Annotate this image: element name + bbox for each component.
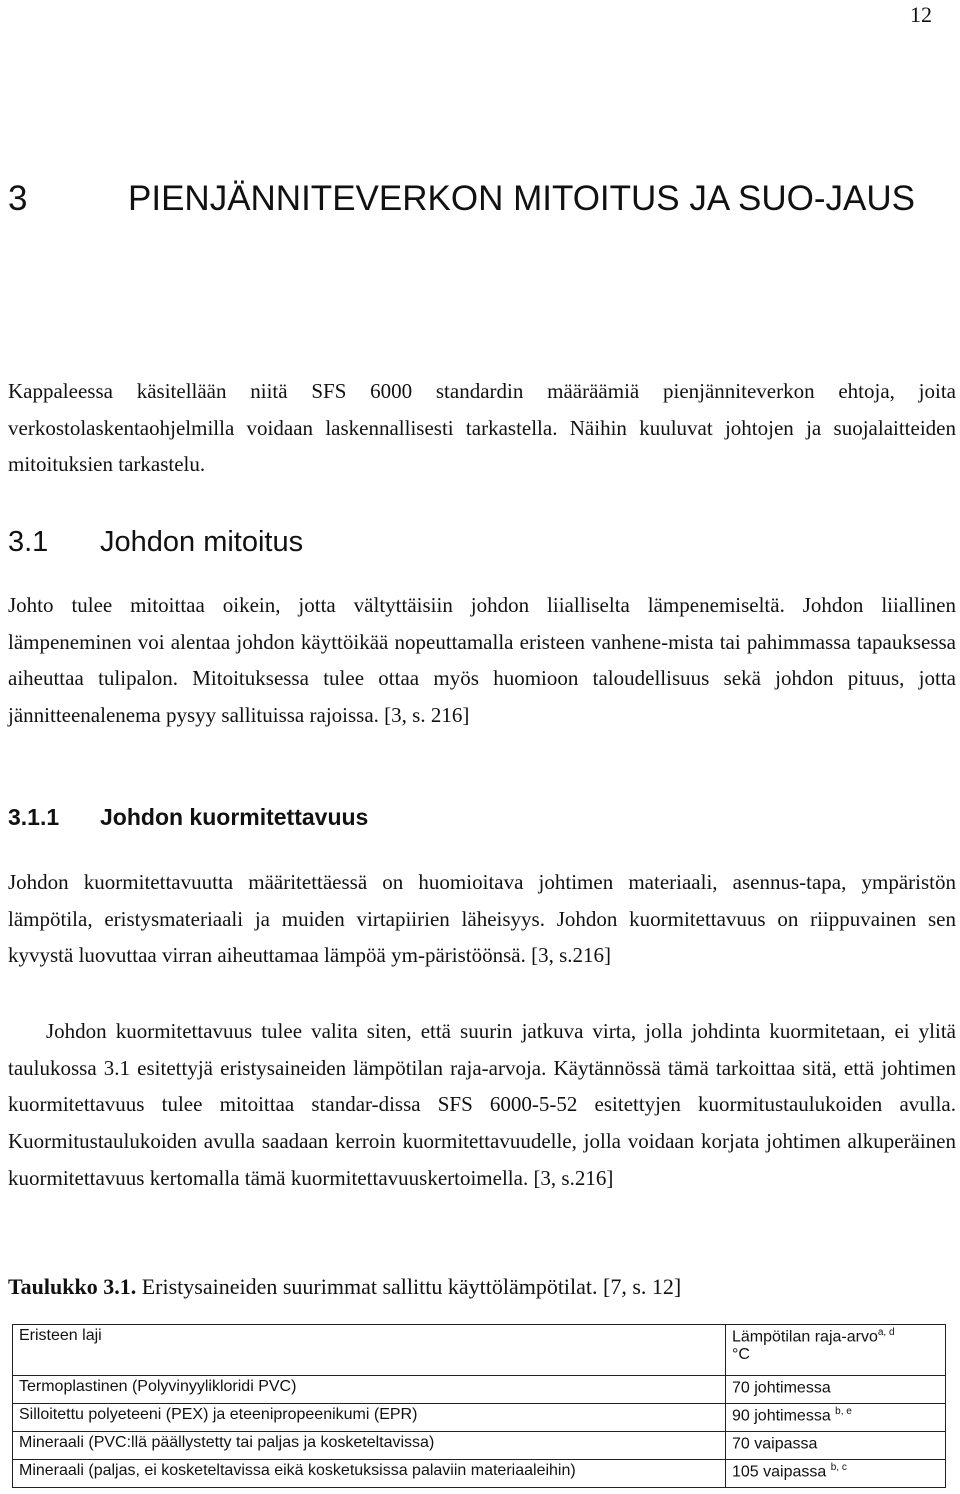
cell-limit xyxy=(726,1432,946,1460)
table-caption xyxy=(8,1274,681,1300)
chapter-heading xyxy=(8,170,938,228)
header-limit-footnote: a, d xyxy=(877,1327,895,1338)
table-caption-text: Eristysaineiden suurimmat sallittu käyttölämpötilat. [7, s. 12] xyxy=(141,1274,682,1299)
cell-limit xyxy=(726,1404,946,1432)
cell-material: Termoplastinen (Polyvinyylikloridi PVC) xyxy=(13,1376,726,1404)
table-row xyxy=(13,1376,946,1404)
section-heading xyxy=(8,526,303,559)
table-row xyxy=(13,1404,946,1432)
table-row xyxy=(13,1460,946,1488)
page-number: 12 xyxy=(910,2,932,27)
insulation-temperature-table xyxy=(12,1324,946,1488)
header-material-label: Eristeen laji xyxy=(19,1327,102,1344)
cell-limit-value: 70 johtimessa xyxy=(732,1379,831,1397)
cell-limit-value: 90 johtimessa xyxy=(732,1407,831,1425)
subsection-paragraph-1: Johdon kuormitettavuutta määritettäessä on huomioitava johtimen materiaali, asennus-tapa, ympäristön lämpötila, eristysmateriaali ja muiden virtapiirien läheisyys. Johdon kuormitettavuus on riippuvainen sen kyvystä luovuttaa virran aiheuttamaa lämpöä ym-päristöönsä. [3, s.216] xyxy=(8,870,956,968)
cell-limit-value: 105 vaipassa xyxy=(732,1463,827,1481)
cell-limit xyxy=(726,1460,946,1488)
subsection-number: 3.1.1 xyxy=(8,804,60,830)
cell-limit-value: 70 vaipassa xyxy=(732,1435,818,1453)
intro-paragraph: Kappaleessa käsitellään niitä SFS 6000 standardin määräämiä pienjänniteverkon ehtoja, joita verkostolaskentaohjelmilla voidaan laskennallisesti tarkastella. Näihin kuuluvat johtojen ja suojalaitteiden mitoituksien tarkastelu. xyxy=(8,379,956,477)
section-title: Johdon mitoitus xyxy=(100,526,304,558)
cell-limit xyxy=(726,1376,946,1404)
chapter-number: 3 xyxy=(8,179,28,218)
subsection-paragraph-2: Johdon kuormitettavuus tulee valita siten, että suurin jatkuva virta, jolla johdinta kuormitetaan, ei ylitä taulukossa 3.1 esitettyjä eristysaineiden lämpötilan raja-arvoja. Käytännössä tämä tarkoittaa sitä, että johtimen kuormitettavuus tulee mitoittaa standar-dissa SFS 6000-5-52 esitettyjen kuormitustaulukoiden avulla. Kuormitustaulukoiden avulla saadaan kerroin kuormitettavuudelle, jolla voidaan korjata johtimen alkuperäinen kuormitettavuus kertomalla tämä kuormitettavuuskertoimella. [3, s.216] xyxy=(8,1019,956,1190)
cell-material: Silloitettu polyeteeni (PEX) ja eteenipropeenikumi (EPR) xyxy=(13,1404,726,1432)
cell-material: Mineraali (PVC:llä päällystetty tai paljas ja kosketeltavissa) xyxy=(13,1432,726,1460)
header-limit-label: Lämpötilan raja-arvo xyxy=(732,1328,878,1346)
section-number: 3.1 xyxy=(8,526,49,558)
table-caption-label: Taulukko 3.1. xyxy=(8,1274,137,1299)
cell-footnote: b, e xyxy=(835,1406,852,1417)
chapter-title: PIENJÄNNITEVERKON MITOITUS JA SUO-JAUS xyxy=(128,179,915,218)
cell-material: Mineraali (paljas, ei kosketeltavissa eikä kosketuksissa palaviin materiaaleihin) xyxy=(13,1460,726,1488)
header-limit-unit: °C xyxy=(732,1346,750,1364)
cell-footnote: b, c xyxy=(830,1462,847,1473)
subsection-title: Johdon kuormitettavuus xyxy=(100,804,369,830)
table-row xyxy=(13,1432,946,1460)
subsection-heading xyxy=(8,804,368,831)
header-material xyxy=(13,1325,726,1376)
header-limit xyxy=(726,1325,946,1376)
section-paragraph: Johto tulee mitoittaa oikein, jotta vältyttäisiin johdon liialliselta lämpenemiseltä. Johdon liiallinen lämpeneminen voi alentaa johdon käyttöikää nopeuttamalla eristeen vanhene-mista tai pahimmassa tapauksessa aiheuttaa tulipalon. Mitoituksessa tulee ottaa myös huomioon taloudellisuus sekä johdon pituus, jotta jännitteenalenema pysyy sallituissa rajoissa. [3, s. 216] xyxy=(8,593,956,728)
table-header-row xyxy=(13,1325,946,1376)
